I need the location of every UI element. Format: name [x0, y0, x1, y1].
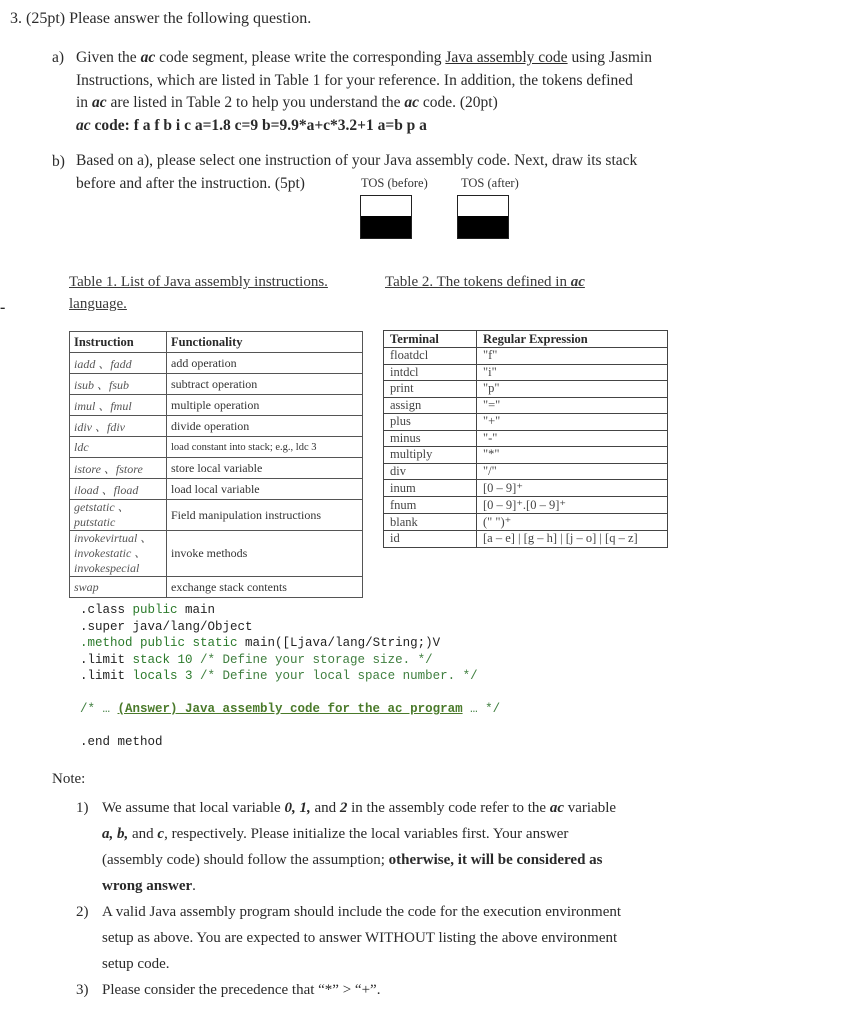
note-item-text — [102, 977, 662, 1003]
functionality-cell: store local variable — [167, 458, 363, 479]
part-a-l1-mid: code segment, please write the corresponding — [155, 49, 446, 66]
code-comment: /* … — [80, 702, 118, 716]
note-emph: 0, 1, — [284, 800, 311, 816]
ac-code-line — [76, 115, 676, 138]
note-emph: otherwise, it will be considered as — [388, 852, 603, 868]
table-row — [384, 348, 668, 365]
functionality-cell: divide operation — [167, 416, 363, 437]
table-row — [70, 353, 363, 374]
instruction-cell: istore 、fstore — [70, 458, 167, 479]
code-keyword: locals 3 — [132, 669, 193, 683]
table-row — [384, 430, 668, 447]
table2-header-row — [384, 331, 668, 348]
regex-cell: "p" — [477, 381, 668, 398]
part-a-l3-post: are listed in Table 2 to help you understand the — [106, 94, 405, 111]
note-item-number: 1) — [76, 800, 89, 816]
part-b-label: b) — [52, 153, 65, 170]
note-text: Please consider the precedence that “*” > “+”. — [102, 982, 381, 998]
instruction-cell: invokevirtual 、invokestatic 、invokespecial — [70, 531, 167, 577]
code-label: code: — [90, 116, 134, 134]
regex-cell: [0 – 9]⁺ — [477, 480, 668, 497]
note-title: Note: — [52, 771, 86, 787]
note-item-2 — [76, 899, 656, 979]
part-a-l2: Instructions, which are listed in Table 1 for your reference. In addition, the tokens defined — [76, 71, 633, 89]
table-row — [384, 414, 668, 431]
code-keyword: .method — [80, 636, 141, 650]
table-row — [384, 381, 668, 398]
table1 — [69, 331, 363, 598]
code-token: main([Ljava/lang/String;)V — [237, 636, 441, 650]
part-b-l1: Based on a), please select one instruction of your Java assembly code. Next, draw its stack — [76, 152, 638, 169]
table1-caption-line1: Table 1. List of Java assembly instructions. — [69, 274, 328, 290]
part-a-l1-pre: Given the — [76, 49, 141, 66]
code-token: main — [177, 603, 216, 617]
functionality-cell: invoke methods — [167, 531, 363, 577]
note-text: and — [128, 826, 158, 842]
functionality-cell: load constant into stack; e.g., ldc 3 — [167, 437, 363, 458]
code-comment: /* Define your local space number. */ — [192, 669, 478, 683]
table-row — [70, 577, 363, 598]
table2-header-regex: Regular Expression — [477, 331, 668, 348]
code-line-class — [80, 602, 500, 619]
terminal-cell: blank — [384, 514, 477, 531]
table-row — [384, 397, 668, 414]
table1-header-row — [70, 332, 363, 353]
ac-term: ac — [76, 116, 91, 134]
regex-cell: "f" — [477, 348, 668, 365]
code-keyword: stack 10 — [132, 652, 193, 667]
note-item-number: 2) — [76, 904, 89, 920]
ac-term: ac — [91, 94, 107, 111]
table-row — [384, 514, 668, 531]
terminal-cell: fnum — [384, 497, 477, 514]
regex-cell: "+" — [477, 414, 668, 431]
table-row — [384, 463, 668, 480]
regex-cell: "/" — [477, 463, 668, 480]
table1-caption — [69, 271, 328, 315]
table-row — [384, 497, 668, 514]
stack-after-box — [457, 195, 509, 239]
terminal-cell: id — [384, 531, 477, 548]
code-token: .limit — [80, 652, 133, 667]
functionality-cell: multiple operation — [167, 395, 363, 416]
functionality-cell: Field manipulation instructions — [167, 500, 363, 531]
terminal-cell: inum — [384, 480, 477, 497]
code-line-end-method: .end method — [80, 735, 163, 749]
note-text: setup code. — [102, 956, 170, 972]
code-comment: /* Define your storage size. */ — [192, 652, 433, 667]
note-text: (assembly code) should follow the assumption; — [102, 852, 389, 868]
code-block — [80, 602, 500, 751]
ac-code-value: f a f b i c a=1.8 c=9 b=9.9*a+c*3.2+1 a=b p a — [133, 116, 427, 134]
table-row — [70, 458, 363, 479]
note-item-number: 3) — [76, 982, 89, 998]
note-text: variable — [564, 800, 617, 816]
java-assembly-link: Java assembly code — [445, 49, 568, 66]
note-text: in the assembly code refer to the — [347, 800, 550, 816]
note-emph: c — [157, 826, 165, 842]
note-item-text — [102, 795, 662, 899]
code-token: .class — [80, 603, 133, 617]
part-a-label: a) — [52, 49, 65, 66]
functionality-cell: subtract operation — [167, 374, 363, 395]
code-line-limit-stack — [80, 652, 500, 669]
table2-caption — [385, 271, 585, 293]
table-row — [70, 374, 363, 395]
note-item-1 — [76, 795, 656, 905]
part-a-l1-post: using Jasmin — [567, 49, 652, 66]
regex-cell: "i" — [477, 364, 668, 381]
functionality-cell: exchange stack contents — [167, 577, 363, 598]
terminal-cell: assign — [384, 397, 477, 414]
code-comment: … */ — [462, 702, 501, 716]
note-text: . — [192, 878, 196, 894]
note-item-3 — [76, 977, 656, 1005]
note-emph: wrong answer — [102, 878, 193, 894]
note-text: We assume that local variable — [102, 800, 285, 816]
table-row — [70, 479, 363, 500]
table-row — [70, 395, 363, 416]
instruction-cell: getstatic 、putstatic — [70, 500, 167, 531]
table-row — [384, 364, 668, 381]
note-text: , respectively. Please initialize the local variables first. Your answer — [164, 826, 569, 842]
note-emph: ac — [549, 800, 564, 816]
table2 — [383, 330, 668, 548]
terminal-cell: intdcl — [384, 364, 477, 381]
functionality-cell: load local variable — [167, 479, 363, 500]
part-a-l3-pre: in — [76, 94, 92, 111]
terminal-cell: plus — [384, 414, 477, 431]
table-row — [70, 437, 363, 458]
regex-cell: [a – e] | [g – h] | [j – o] | [q – z] — [477, 531, 668, 548]
table2-caption-ac: ac — [570, 274, 585, 290]
note-text: and — [310, 800, 340, 816]
stack-after-top-cell — [458, 216, 508, 238]
stack-before-box — [360, 195, 412, 239]
instruction-cell: iload 、fload — [70, 479, 167, 500]
part-a-l3-end: code. (20pt) — [419, 94, 498, 111]
table1-caption-line2: language. — [69, 296, 127, 312]
instruction-cell: imul 、fmul — [70, 395, 167, 416]
part-a-text — [76, 47, 676, 137]
instruction-cell: iadd 、fadd — [70, 353, 167, 374]
instruction-cell: swap — [70, 577, 167, 598]
code-line-super: .super java/lang/Object — [80, 619, 253, 634]
code-line-answer-placeholder — [80, 701, 500, 718]
table1-header-functionality: Functionality — [167, 332, 363, 353]
regex-cell: (" ")⁺ — [477, 514, 668, 531]
note-item-text — [102, 899, 662, 977]
note-text: setup as above. You are expected to answer WITHOUT listing the above environment — [102, 930, 618, 946]
stack-before-top-cell — [361, 216, 411, 238]
table-row — [384, 531, 668, 548]
regex-cell: "-" — [477, 430, 668, 447]
part-b-l2: before and after the instruction. (5pt) — [76, 174, 305, 192]
code-line-limit-locals — [80, 668, 500, 685]
terminal-cell: floatdcl — [384, 348, 477, 365]
regex-cell: "=" — [477, 397, 668, 414]
code-keyword: public static — [140, 636, 238, 650]
note-emph: a, b, — [102, 826, 129, 842]
tos-after-label: TOS (after) — [461, 176, 519, 190]
instruction-cell: ldc — [70, 437, 167, 458]
table-row — [70, 531, 363, 577]
instruction-cell: isub 、fsub — [70, 374, 167, 395]
table-row — [70, 500, 363, 531]
terminal-cell: print — [384, 381, 477, 398]
code-keyword: public — [132, 603, 178, 617]
answer-placeholder: (Answer) Java assembly code for the ac program — [117, 702, 463, 716]
terminal-cell: minus — [384, 430, 477, 447]
regex-cell: "*" — [477, 447, 668, 464]
ac-term: ac — [140, 49, 156, 66]
code-line-method — [80, 635, 500, 652]
question-header: 3. (25pt) Please answer the following question. — [10, 10, 312, 27]
functionality-cell: add operation — [167, 353, 363, 374]
table-row — [384, 447, 668, 464]
tos-before-label: TOS (before) — [361, 176, 428, 190]
margin-mark: - — [0, 299, 6, 316]
table1-header-instruction: Instruction — [70, 332, 167, 353]
table-row — [384, 480, 668, 497]
terminal-cell: div — [384, 463, 477, 480]
table2-caption-pre: Table 2. The tokens defined in — [385, 274, 571, 290]
note-text: A valid Java assembly program should include the code for the execution environment — [102, 904, 622, 920]
ac-term: ac — [404, 94, 420, 111]
table2-header-terminal: Terminal — [384, 331, 477, 348]
note-emph: 2 — [339, 800, 348, 816]
regex-cell: [0 – 9]⁺.[0 – 9]⁺ — [477, 497, 668, 514]
instruction-cell: idiv 、fdiv — [70, 416, 167, 437]
table-row — [70, 416, 363, 437]
terminal-cell: multiply — [384, 447, 477, 464]
code-token: .limit — [80, 669, 133, 683]
